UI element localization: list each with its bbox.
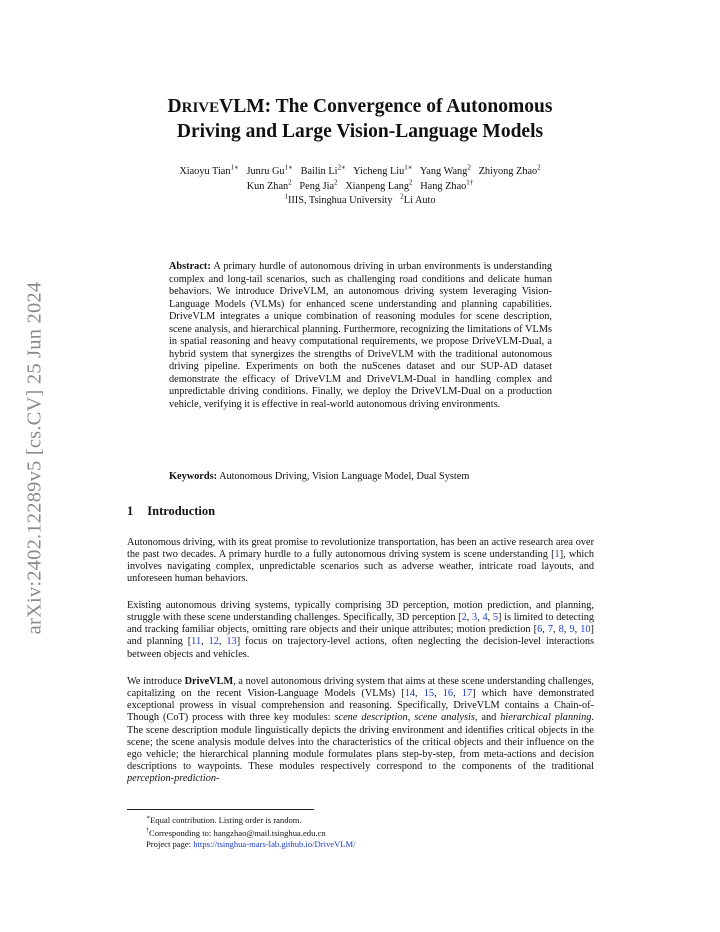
paragraph: We introduce DriveVLM, a novel autonomous driving system that aims at these scene understanding challenges, capitalizing on the recent Vision-Language Models (VLMs) [14, 15, 16, 17] which have demonstrated exceptional prowess in visual comprehension and reasoning. Specifically, DriveVLM contains a Chain-of-Though (CoT) process with three key modules: scene description, scene analysis, and hierarchical planning. The scene description module linguistically depicts the driving environment and identifies critical objects in the scene; the scene analysis module delves into the characteristics of the critical objects and their influence on the ego vehicle; the hierarchical planning module formulates plans step-by-step, from meta-actions and decision descriptions to waypoints. These modules respectively correspond to the components of the traditional perception-prediction- — [127, 676, 595, 785]
keywords-label: Keywords: — [169, 471, 218, 482]
citation-link[interactable]: 12 — [208, 636, 219, 648]
citation-link[interactable]: 4 — [482, 612, 488, 624]
citation-link[interactable]: 9 — [569, 624, 575, 636]
paragraph: Autonomous driving, with its great promise to revolutionize transportation, has been an active research area over the past two decades. A primary hurdle to a fully autonomous driving system is scene understanding [1], which involves navigating complex, unpredictable scenarios such as adverse weather, intricate road layouts, and unforeseen human behaviors. — [127, 537, 595, 585]
affiliations: $^1$IIIS, Tsinghua University $^2$Li Auto — [284, 192, 436, 206]
footnotes — [146, 813, 356, 850]
citation-link[interactable]: 1 — [554, 549, 560, 561]
citation-link[interactable]: 17 — [461, 688, 473, 700]
citation-link[interactable]: 16 — [442, 688, 454, 700]
affiliation: IIIS, Tsinghua University — [287, 195, 393, 206]
project-page-link[interactable]: https://tsinghua-mars-lab.github.io/DriveVLM/ — [193, 838, 356, 849]
title-line-1: DRIVEVLM: The Convergence of Autonomous — [167, 96, 553, 117]
citation-link[interactable]: 10 — [580, 624, 591, 636]
citation-link[interactable]: 14 — [404, 688, 416, 700]
affiliation: Li Auto — [403, 195, 436, 206]
footnote: †Corresponding to: hangzhao@mail.tsinghua.edu.cn — [146, 827, 326, 838]
author-block — [0, 165, 720, 209]
citation-link[interactable]: 7 — [547, 624, 554, 636]
author: Zhiyong Zhao — [478, 166, 538, 177]
citation-link[interactable]: 6 — [537, 624, 543, 636]
citation-link[interactable]: 3 — [472, 612, 478, 624]
arxiv-id: arXiv:2402.12289v5 [cs.CV] 25 Jun 2024 — [23, 281, 46, 635]
author: Hang Zhao — [420, 180, 467, 192]
author-line-1: Xiaoyu Tian$^{1∗}$ Junru $Gu^{1∗}$ Bailin $Li^{2∗}$ Yicheng Liu$^{1∗}$ Yang Wang$^2$ Zhiyong Zhao$^2$ — [179, 163, 541, 177]
author: Xiaoyu Tian — [179, 166, 231, 177]
author: Junru Gu — [246, 166, 285, 177]
citation-link[interactable]: 15 — [423, 688, 435, 700]
author: Yicheng Liu — [353, 166, 405, 177]
citation-link[interactable]: 5 — [492, 612, 499, 624]
arxiv-sidebar-stamp — [18, 248, 52, 668]
footnote: Project page: https://tsinghua-mars-lab.github.io/DriveVLM/ — [146, 838, 356, 849]
footnote-divider — [127, 809, 314, 810]
author: Peng Jia — [299, 180, 335, 192]
author: Bailin Li — [300, 166, 338, 177]
section-heading — [127, 504, 215, 519]
author-line-2: Kun Zhan$^2$ Peng Jia$^2$ Xianpeng Lang$^2$ Hang Zhao$^{1\dagger}$ — [246, 178, 474, 192]
abstract — [169, 261, 552, 412]
section-title: Introduction — [147, 504, 216, 518]
author: Yang Wang — [419, 166, 468, 177]
keywords — [169, 471, 552, 484]
title-line-2: Driving and Large Vision-Language Models — [176, 121, 544, 142]
section-number: 1 — [127, 504, 134, 518]
citation-link[interactable]: 11 — [191, 636, 202, 648]
author: Xianpeng Lang — [345, 180, 410, 192]
citation-link[interactable]: 8 — [558, 624, 564, 636]
footnote: ∗Equal contribution. Listing order is random. — [146, 814, 302, 825]
citation-link[interactable]: 13 — [226, 636, 237, 648]
paper-title — [0, 95, 720, 144]
abstract-text: A primary hurdle of autonomous driving in urban environments is understanding complex and long-tail scenarios, such as challenging road conditions and delicate human behaviors. We introduce DriveVLM, an autonomous driving system leveraging Vision-Language Models (VLMs) for enhanced scene understanding and planning capabilities. DriveVLM integrates a unique combination of reasoning modules for scene description, scene analysis, and hierarchical planning. Furthermore, recognizing the limitations of VLMs in spatial reasoning and heavy computational requirements, we propose DriveVLM-Dual, a hybrid system that synergizes the strengths of DriveVLM with the traditional autonomous driving pipeline. Experiments on both the nuScenes dataset and our SUP-AD dataset demonstrate the efficacy of DriveVLM and DriveVLM-Dual in handling complex and unpredictable driving conditions. Finally, we deploy the DriveVLM-Dual on a production vehicle, verifying it is effective in real-world autonomous driving environments. — [169, 261, 552, 411]
abstract-label: Abstract: — [169, 261, 211, 272]
paragraph: Existing autonomous driving systems, typically comprising 3D perception, motion prediction, and planning, struggle with these scene understanding challenges. Specifically, 3D perception [2, 3, 4, 5] is limited to detecting and tracking familiar objects, omitting rare objects and their unique attributes; motion prediction [6, 7, 8, 9, 10] and planning [11, 12, 13] focus on trajectory-level actions, often neglecting the decision-level interactions between objects and vehicles. — [127, 600, 594, 660]
keywords-text: Autonomous Driving, Vision Language Model, Dual System — [219, 471, 470, 482]
author: Kun Zhan — [246, 180, 289, 192]
citation-link[interactable]: 2 — [461, 612, 467, 624]
